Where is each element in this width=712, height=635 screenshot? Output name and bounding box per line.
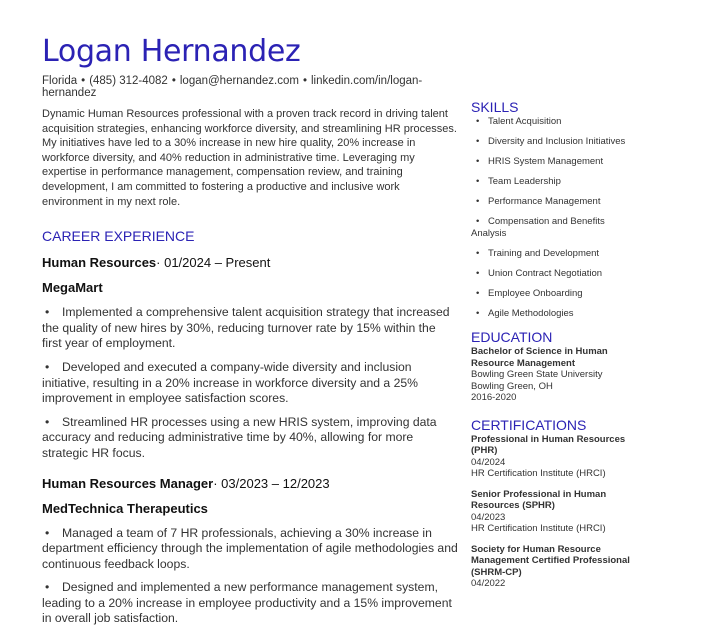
candidate-name: Logan Hernandez [42,34,301,69]
certification-name: Professional in Human Resources (PHR) [471,433,626,456]
skill-label: Agile Methodologies [488,308,574,319]
skill-item [471,176,636,188]
job-title [42,255,458,270]
sidebar-column [471,98,636,599]
job-role: Human Resources Manager [42,475,214,491]
certification-entry [471,489,636,535]
skill-label: Performance Management [488,196,601,207]
achievement-text: Designed and implemented a new performance management system, leading to a 20% increase in employee productivity and a 15% improvement in overall job satisfaction. [42,580,452,626]
location: Florida [42,75,78,87]
separator: • [302,75,307,87]
bullet-icon: • [476,288,480,299]
bullet-icon: • [476,136,480,147]
achievement-item [42,305,458,352]
skill-item [471,116,636,128]
achievement-item [42,526,458,573]
job-entry [42,255,458,461]
skill-item [471,248,636,260]
bullet-icon: • [476,196,480,207]
separator: • [171,75,176,87]
bullet-icon: • [476,268,480,279]
achievement-text: Developed and executed a company-wide diversity and inclusion initiative, resulting in a 20% increase in workforce diversity and a 25% improvement in employee satisfaction scores. [42,359,418,406]
skill-item [471,216,636,240]
bullet-icon: • [476,156,480,167]
certification-name: Society for Human Resource Management Certified Professional (SHRM-CP) [471,543,630,578]
job-dates: · 01/2024 – Present [156,255,271,271]
bullet-icon: • [45,359,50,374]
company-name: MedTechnica Therapeutics [42,500,208,516]
skills-list [471,116,636,320]
skill-item [471,288,636,300]
skill-item [471,136,636,148]
skill-label: Union Contract Negotiation [488,268,603,279]
bullet-icon: • [45,414,50,429]
certification-name: Senior Professional in Human Resources (SPHR) [471,488,607,511]
certification-issuer: HR Certification Institute (HRCI) [471,523,606,534]
school: Bowling Green State University [471,369,603,380]
section-heading-experience: CAREER EXPERIENCE [42,228,195,245]
achievement-list [42,526,458,628]
skill-label: Team Leadership [488,176,561,187]
job-entry [42,476,458,628]
bullet-icon: • [45,525,50,540]
skill-label: Training and Development [488,248,600,259]
achievement-text: Implemented a comprehensive talent acquisition strategy that increased the quality of new hires by 30%, reducing turnover rate by 15% within the first year of employment. [42,305,450,351]
achievement-list [42,305,458,461]
section-heading-skills: SKILLS [471,99,519,115]
bullet-icon: • [45,305,50,320]
company-name: MegaMart [42,280,103,296]
skill-item [471,196,636,208]
achievement-item [42,360,458,407]
bullet-icon: • [476,216,480,227]
certification-date: 04/2023 [471,511,506,523]
skill-label: Talent Acquisition [488,116,562,127]
bullet-icon: • [476,248,480,259]
job-role: Human Resources [42,255,157,271]
skill-item [471,156,636,168]
email-link[interactable]: logan@hernandez.com [179,75,299,87]
bullet-icon: • [45,580,50,595]
bullet-icon: • [476,308,480,319]
section-heading-certifications: CERTIFICATIONS [471,416,587,433]
skill-label: Compensation and Benefits Analysis [471,216,605,239]
bullet-icon: • [476,176,480,187]
skill-label: Diversity and Inclusion Initiatives [488,136,626,147]
skill-label: HRIS System Management [488,156,604,167]
skill-item [471,308,636,320]
school-location: Bowling Green, OH [471,380,553,392]
achievement-text: Managed a team of 7 HR professionals, achieving a 30% increase in department efficiency through the implementation of agile methodologies and continuous feedback loops. [42,525,458,571]
certification-date: 04/2022 [471,578,506,589]
linkedin-link[interactable]: linkedin.com/in/logan-hernandez [42,75,423,99]
certification-date: 04/2024 [471,456,506,468]
contact-line [42,75,458,99]
bullet-icon: • [476,116,480,127]
phone: (485) 312-4082 [89,75,168,87]
job-title [42,476,458,491]
skill-item [471,268,636,280]
degree: Bachelor of Science in Human Resource Management [471,346,608,369]
job-dates: · 03/2023 – 12/2023 [213,475,330,491]
achievement-text: Streamlined HR processes using a new HRIS system, improving data accuracy and reducing administrative time by 40%, allowing for more strategic HR focus. [42,414,437,460]
skill-label: Employee Onboarding [488,288,583,299]
certification-issuer: HR Certification Institute (HRCI) [471,468,606,479]
certification-entry [471,544,636,590]
achievement-item [42,415,458,462]
section-heading-education: EDUCATION [471,329,553,345]
summary: Dynamic Human Resources professional with a proven track record in driving talent acquisition strategies, enhancing workforce diversity, and streamlining HR processes. My initiatives have led to a 30% increase in new hire quality, 20% increase in workforce diversity, and 40% reduction in administrative time. Leveraging my expertise in performance management, compensation review, and training development, I am committed to fostering a productive and inclusive work environment in my next role. [42,108,457,208]
education-years: 2016-2020 [471,392,517,403]
main-column [42,34,458,635]
certification-entry [471,434,636,480]
separator: • [81,75,86,87]
